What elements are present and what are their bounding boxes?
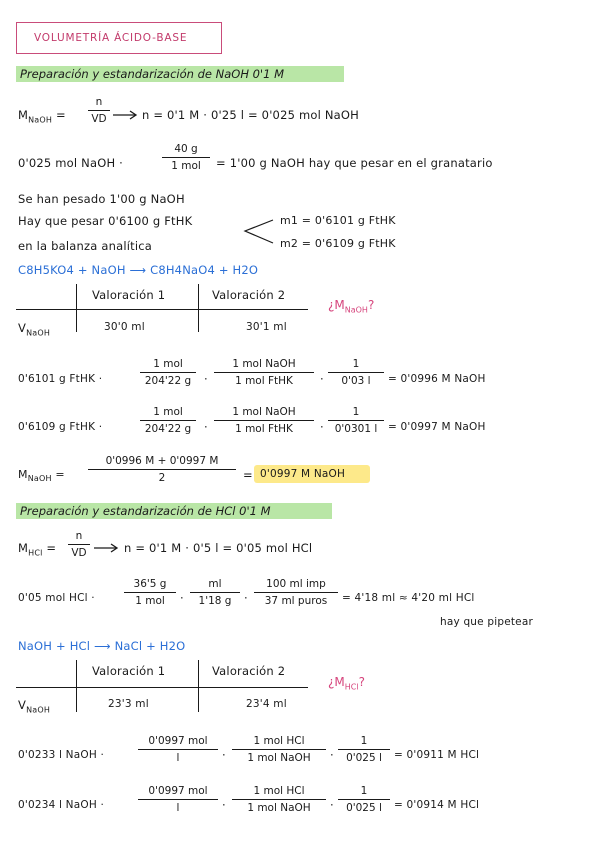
s2-calc2-frac2: 1 mol HCl 1 mol NaOH [232, 785, 326, 814]
s1-table-v2: 30'1 ml [246, 321, 287, 333]
s2-table-col1: Valoración 1 [92, 664, 166, 678]
s1-molarity-fraction: n VD [88, 96, 110, 125]
s2-table-divider-h [16, 687, 308, 688]
s1-question: ¿$M_{NaOH}$? [328, 298, 375, 315]
s2-table-v1: 23'3 ml [108, 698, 149, 710]
s2-moles-calc: n = 0'1 M · 0'5 l = 0'05 mol HCl [124, 541, 313, 555]
s1-calc1-frac1: 1 mol 204'22 g [140, 358, 196, 387]
s2-molarity-symbol: $M_{HCl}$ = [18, 541, 57, 558]
s1-weighed-note: Se han pesado 1'00 g NaOH [18, 192, 185, 206]
s1-fthk-note: Hay que pesar 0'6100 g FtHK [18, 214, 193, 228]
s2-calc1-frac1: 0'0997 mol l [138, 735, 218, 764]
s1-calc2-lhs: 0'6109 g FtHK · [18, 421, 103, 433]
s2-frac2: ml 1'18 g [190, 578, 240, 607]
branch-arrow-icon [243, 218, 275, 246]
s1-m2: m2 = 0'6109 g FtHK [280, 237, 396, 250]
s2-table-col2: Valoración 2 [212, 664, 286, 678]
s2-dot1: · [180, 591, 184, 605]
s2-reaction: NaOH + HCl ⟶ NaCl + H2O [18, 639, 186, 653]
s1-table-divider-v1 [76, 284, 77, 332]
s2-calc2-dot1: · [222, 798, 226, 812]
arrow-right-icon [113, 111, 139, 119]
s2-calc2-dot2: · [330, 798, 334, 812]
s1-calc1-rhs: = 0'0996 M NaOH [388, 373, 486, 385]
s2-table-divider-v1 [76, 660, 77, 712]
s1-molar-mass-fraction: 40 g 1 mol [162, 143, 210, 172]
s2-volume-calc-lhs: 0'05 mol HCl · [18, 592, 95, 604]
s2-table-row-label: $V_{NaOH}$ [18, 698, 51, 715]
s2-pipette-note: hay que pipetear [440, 616, 533, 628]
s2-calc1-rhs: = 0'0911 M HCl [394, 749, 480, 761]
s1-calc2-rhs: = 0'0997 M NaOH [388, 421, 486, 433]
s1-calc2-dot2: · [320, 420, 324, 434]
s1-table-col1: Valoración 1 [92, 288, 166, 302]
s1-calc1-dot2: · [320, 372, 324, 386]
s2-calc1-dot2: · [330, 748, 334, 762]
s1-calc2-frac2: 1 mol NaOH 1 mol FtHK [214, 406, 314, 435]
s1-calc2-frac1: 1 mol 204'22 g [140, 406, 196, 435]
s2-calc1-frac3: 1 0'025 l [338, 735, 390, 764]
s1-avg-eq: = [243, 468, 253, 482]
s1-table-divider-h [16, 309, 308, 310]
s1-calc1-frac3: 1 0'03 l [328, 358, 384, 387]
s2-calc1-dot1: · [222, 748, 226, 762]
s2-volume-calc-rhs: = 4'18 ml ≈ 4'20 ml HCl [342, 592, 475, 604]
s1-avg-fraction: 0'0996 M + 0'0997 M 2 [88, 455, 236, 484]
arrow-right-icon [94, 544, 120, 552]
s1-calc1-dot1: · [204, 372, 208, 386]
s2-frac1: 36'5 g 1 mol [124, 578, 176, 607]
s2-calc2-frac1: 0'0997 mol l [138, 785, 218, 814]
s1-balance-note: en la balanza analítica [18, 239, 152, 253]
s2-calc2-frac3: 1 0'025 l [338, 785, 390, 814]
s2-frac3: 100 ml imp 37 ml puros [254, 578, 338, 607]
page-title: VOLUMETRÍA ÁCIDO-BASE [34, 32, 188, 44]
section2-heading: Preparación y estandarización de HCl 0'1 M [20, 504, 271, 518]
s2-table-v2: 23'4 ml [246, 698, 287, 710]
s1-table-divider-v2 [198, 284, 199, 332]
s1-reaction: C8H5KO4 + NaOH ⟶ C8H4NaO4 + H2O [18, 263, 259, 277]
s2-dot2: · [244, 591, 248, 605]
s1-table-col2: Valoración 2 [212, 288, 286, 302]
s2-molarity-fraction: n VD [68, 530, 90, 559]
s1-molarity-symbol: $M_{NaOH}$ = [18, 108, 66, 125]
s2-table-divider-v2 [198, 660, 199, 712]
s2-calc1-frac2: 1 mol HCl 1 mol NaOH [232, 735, 326, 764]
s1-calc2-dot1: · [204, 420, 208, 434]
s1-mass-calc-rhs: = 1'00 g NaOH hay que pesar en el granatario [216, 156, 493, 170]
s1-moles-calc: n = 0'1 M · 0'25 l = 0'025 mol NaOH [142, 108, 360, 122]
s1-table-row-label: $V_{NaOH}$ [18, 321, 51, 338]
s2-calc2-rhs: = 0'0914 M HCl [394, 799, 480, 811]
s1-m1: m1 = 0'6101 g FtHK [280, 214, 396, 227]
s2-calc1-lhs: 0'0233 l NaOH · [18, 749, 105, 761]
s1-calc1-lhs: 0'6101 g FtHK · [18, 373, 103, 385]
s1-table-v1: 30'0 ml [104, 321, 145, 333]
section1-heading: Preparación y estandarización de NaOH 0'1 M [20, 67, 284, 81]
s2-question: ¿$M_{HCl}$? [328, 675, 365, 692]
s1-avg-lhs: $M_{NaOH}$ = [18, 468, 65, 484]
s2-calc2-lhs: 0'0234 l NaOH · [18, 799, 105, 811]
s1-mass-calc-lhs: 0'025 mol NaOH · [18, 156, 124, 170]
s1-calc1-frac2: 1 mol NaOH 1 mol FtHK [214, 358, 314, 387]
s1-calc2-frac3: 1 0'0301 l [328, 406, 384, 435]
s1-avg-result: 0'0997 M NaOH [260, 468, 346, 480]
